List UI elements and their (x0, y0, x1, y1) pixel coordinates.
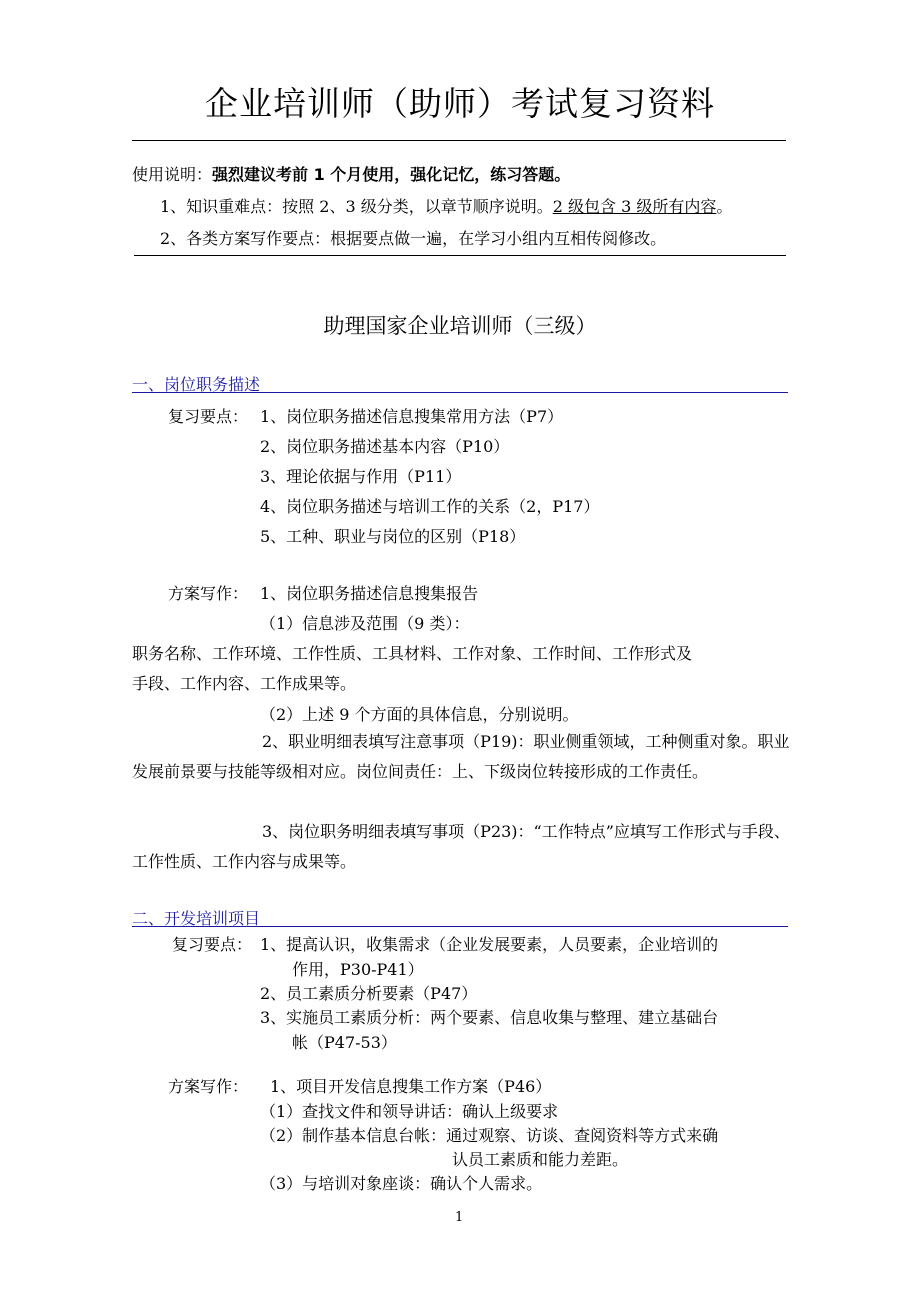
usage-item-1 (160, 194, 732, 217)
section-2-step: （2）制作基本信息台帐：通过观察、访谈、查阅资料等方式来确 (260, 1126, 719, 1145)
usage-emphasis: 强烈建议考前 1 个月使用，强化记忆，练习答题。 (212, 165, 571, 184)
section-1-review-item: 1、岗位职务描述信息搜集常用方法（P7） (260, 407, 564, 426)
level-heading: 助理国家企业培训师（三级） (323, 314, 597, 338)
section-1-review-item: 2、岗位职务描述基本内容（P10） (260, 437, 510, 456)
section-1-rule (132, 392, 788, 393)
section-2-heading: 二、开发培训项目 (132, 909, 261, 928)
page-number: 1 (455, 1210, 464, 1225)
section-2-review-item: 帐（P47-53） (292, 1033, 397, 1052)
usage-label: 使用说明： (132, 165, 213, 184)
section-1-scope-line: 职务名称、工作环境、工作性质、工具材料、工作对象、工作时间、工作形式及 (132, 644, 693, 663)
section-1-review-item: 5、工种、职业与岗位的区别（P18） (260, 527, 526, 546)
section-1-scope-line: 手段、工作内容、工作成果等。 (132, 674, 357, 693)
usage-note (132, 162, 570, 185)
section-2-review-item: 2、员工素质分析要素（P47） (260, 984, 478, 1003)
section-2-review-item: 3、实施员工素质分析：两个要素、信息收集与整理、建立基础台 (260, 1008, 719, 1027)
section-1-sub-2: （2）上述 9 个方面的具体信息，分别说明。 (260, 705, 579, 724)
section-1-review-label: 复习要点： (168, 407, 249, 426)
section-1-writing-label: 方案写作： (168, 584, 249, 603)
usage-item-1-underline: 2 级包含 3 级所有内容 (552, 197, 717, 216)
usage-item-1-end: 。 (716, 197, 733, 216)
section-1-writing-item: 1、岗位职务描述信息搜集报告 (260, 584, 479, 603)
usage-item-1-text: 1、知识重难点：按照 2、3 级分类，以章节顺序说明。 (160, 197, 553, 216)
section-1-sub-1: （1）信息涉及范围（9 类）： (260, 614, 470, 633)
usage-divider (134, 255, 786, 256)
usage-item-2: 2、各类方案写作要点：根据要点做一遍，在学习小组内互相传阅修改。 (160, 229, 667, 248)
section-1-review-item: 3、理论依据与作用（P11） (260, 467, 462, 486)
section-2-writing-label: 方案写作： (168, 1077, 249, 1096)
section-1-item-2-paragraph: 2、职业明细表填写注意事项（P19)：职业侧重领域，工种侧重对象。职业发展前景要与技能等级相对应。岗位间责任：上、下级岗位转接形成的工作责任。 (132, 732, 790, 781)
section-2-review-label: 复习要点： (172, 935, 253, 954)
section-2-review-item: 1、提高认识，收集需求（企业发展要素，人员要素，企业培训的 (260, 935, 719, 954)
section-1-heading: 一、岗位职务描述 (132, 375, 261, 394)
title-divider (132, 140, 786, 141)
section-2-step: （3）与培训对象座谈：确认个人需求。 (260, 1174, 543, 1193)
section-2-step: 认员工素质和能力差距。 (452, 1150, 629, 1169)
section-1-review-item: 4、岗位职务描述与培训工作的关系（2，P17） (260, 497, 600, 516)
section-2-step: （1）查找文件和领导讲话：确认上级要求 (260, 1102, 559, 1121)
section-2-writing-item: 1、项目开发信息搜集工作方案（P46） (270, 1077, 552, 1096)
section-2-rule (132, 926, 788, 927)
section-2-review-item: 作用，P30-P41） (292, 960, 424, 979)
section-1-item-3-paragraph: 3、岗位职务明细表填写事项（P23)：“工作特点”应填写工作形式与手段、工作性质、工作内容与成果等。 (132, 822, 790, 871)
page-title: 企业培训师（助师）考试复习资料 (205, 84, 715, 123)
